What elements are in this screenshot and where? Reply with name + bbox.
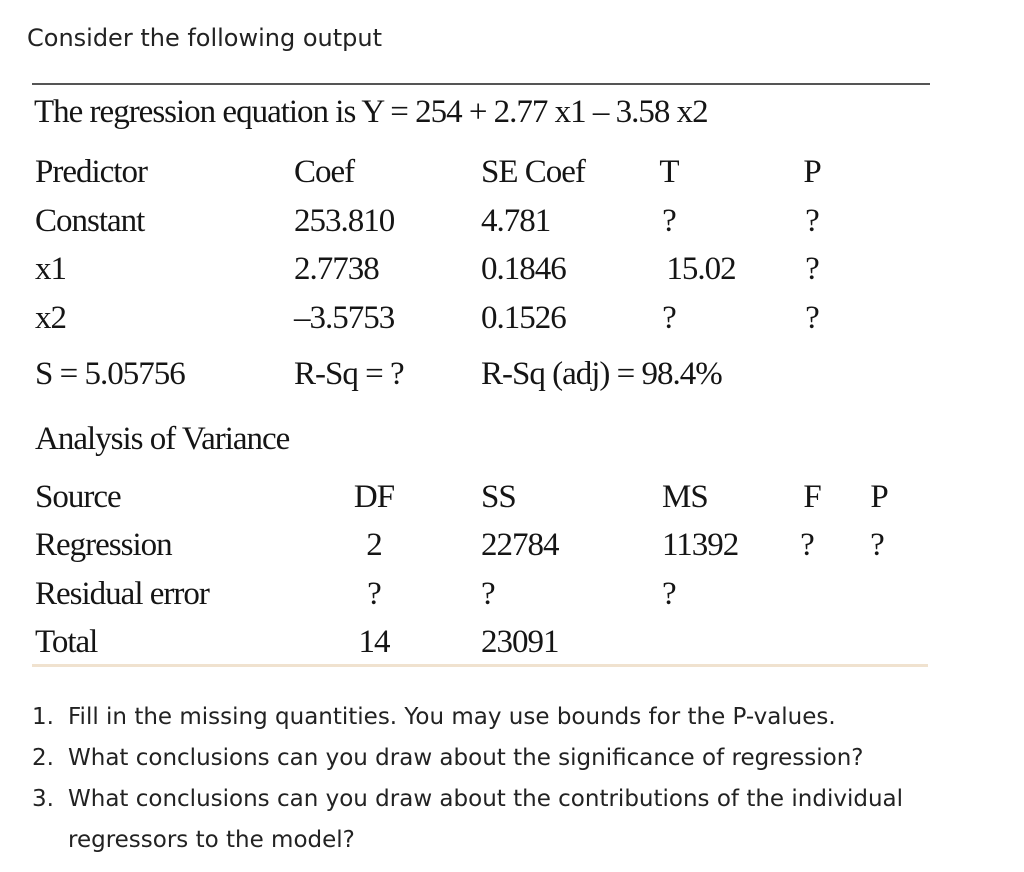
- anova-title: Analysis of Variance: [35, 421, 290, 457]
- question-text: What conclusions can you draw about the significance of regression?: [68, 745, 864, 771]
- coef-row-x2-t: ?: [662, 300, 676, 336]
- fit-stat-rsq: R-Sq = ?: [294, 356, 404, 392]
- anova-row-regression-f: ?: [800, 527, 814, 563]
- anova-header-f: F: [803, 479, 821, 515]
- question-item: [32, 697, 932, 738]
- anova-row-total-source: Total: [35, 624, 98, 660]
- coef-row-x1-coef: 2.7738: [294, 251, 379, 287]
- anova-row-residual-df: ?: [367, 576, 381, 612]
- question-list: [32, 697, 932, 861]
- question-number: 3.: [32, 786, 54, 812]
- anova-header-ss: SS: [481, 479, 516, 515]
- question-number: 1.: [32, 704, 54, 730]
- anova-header-ms: MS: [662, 479, 708, 515]
- anova-row-regression-ss: 22784: [481, 527, 559, 563]
- coef-row-x2-coef: –3.5753: [294, 300, 395, 336]
- anova-row-regression-p: ?: [870, 527, 884, 563]
- anova-header-source: Source: [35, 479, 121, 515]
- anova-row-regression-df: 2: [366, 527, 382, 563]
- coef-row-constant-predictor: Constant: [35, 203, 145, 239]
- coef-row-x2-p: ?: [805, 300, 819, 336]
- anova-header-df: DF: [353, 479, 395, 515]
- coef-header-t: T: [659, 154, 679, 190]
- question-text: What conclusions can you draw about the contributions of the individual regressors to the model?: [68, 786, 904, 853]
- coef-row-constant-coef: 253.810: [294, 203, 395, 239]
- question-item: [32, 779, 932, 861]
- anova-header-p: P: [870, 479, 888, 515]
- regression-equation: The regression equation is Y = 254 + 2.77 x1 – 3.58 x2: [34, 94, 708, 130]
- coef-row-x2-secoef: 0.1526: [481, 300, 566, 336]
- anova-row-regression-source: Regression: [35, 527, 172, 563]
- anova-row-residual-ms: ?: [662, 576, 676, 612]
- coef-header-secoef: SE Coef: [481, 154, 585, 190]
- coef-row-x1-secoef: 0.1846: [481, 251, 566, 287]
- fit-stat-s: S = 5.05756: [35, 356, 185, 392]
- coef-row-constant-p: ?: [805, 203, 819, 239]
- anova-row-residual-ss: ?: [481, 576, 495, 612]
- coef-row-x1-predictor: x1: [35, 251, 66, 287]
- question-item: [32, 738, 932, 779]
- coef-row-x2-predictor: x2: [35, 300, 66, 336]
- anova-row-total-df: 14: [358, 624, 390, 660]
- coef-row-x1-p: ?: [805, 251, 819, 287]
- fit-stat-rsq-adj: R-Sq (adj) = 98.4%: [481, 356, 722, 392]
- intro-text: Consider the following output: [27, 24, 383, 52]
- top-rule: [32, 83, 930, 85]
- question-number: 2.: [32, 745, 54, 771]
- coef-header-predictor: Predictor: [35, 154, 147, 190]
- coef-header-coef: Coef: [294, 154, 355, 190]
- question-text: Fill in the missing quantities. You may use bounds for the P-values.: [68, 704, 836, 730]
- coef-row-x1-t: 15.02: [666, 251, 736, 287]
- bottom-rule: [32, 664, 928, 667]
- coef-row-constant-t: ?: [662, 203, 676, 239]
- anova-row-residual-source: Residual error: [35, 576, 209, 612]
- coef-row-constant-secoef: 4.781: [481, 203, 551, 239]
- anova-row-total-ss: 23091: [481, 624, 559, 660]
- coef-header-p: P: [803, 154, 821, 190]
- anova-row-regression-ms: 11392: [662, 527, 739, 563]
